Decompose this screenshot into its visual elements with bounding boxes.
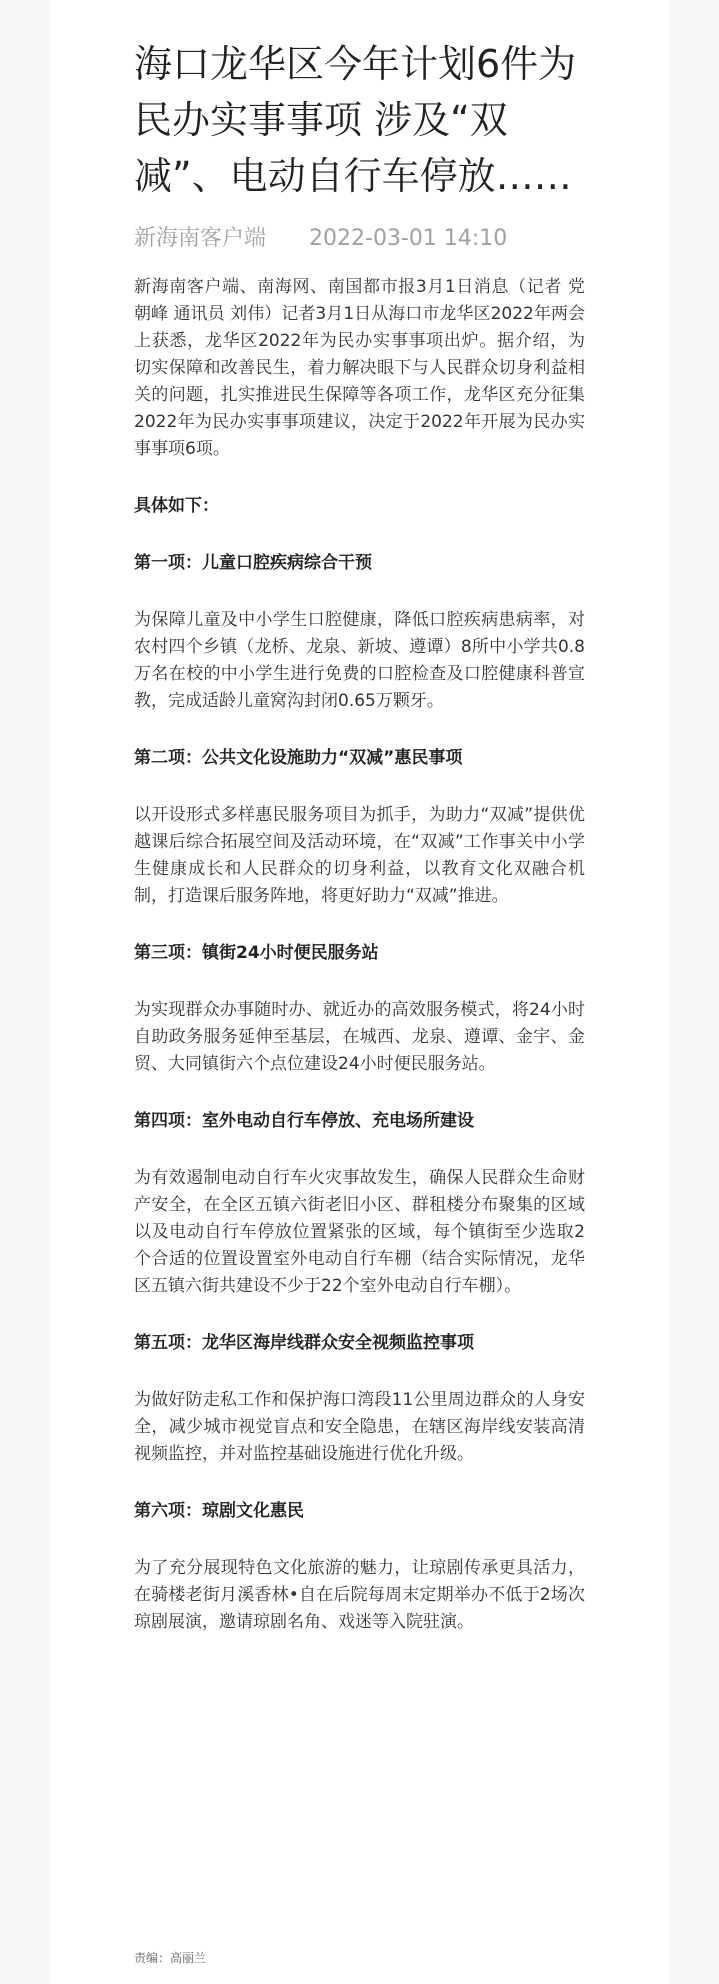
- item-body-5: 为做好防走私工作和保护海口湾段11公里周边群众的人身安全，减少城市视觉盲点和安全隐患，在辖区海岸线安装高清视频监控，并对监控基础设施进行优化升级。: [134, 1390, 585, 1464]
- intro-paragraph: 新海南客户端、南海网、南国都市报3月1日消息（记者 党朝峰 通讯员 刘伟）记者3月1日从海口市龙华区2022年两会上获悉，龙华区2022年为民办实事事项出炉。据介绍，为切实保障和改善民生，着力解决眼下与人民群众切身利益相关的问题，扎实推进民生保障等各项工作，龙华区充分征集2022年为民办实事事项建议，决定于2022年开展为民办实事事项6项。: [134, 277, 585, 459]
- item-heading-6: 第六项：琼剧文化惠民: [134, 1501, 304, 1521]
- item-heading-1: 第一项：儿童口腔疾病综合干预: [134, 553, 372, 573]
- item-heading-5: 第五项：龙华区海岸线群众安全视频监控事项: [134, 1333, 474, 1353]
- item-body-2: 以开设形式多样惠民服务项目为抓手，为助力“双减”提供优越课后综合拓展空间及活动环境，在“双减”工作事关中小学生健康成长和人民群众的切身利益，以教育文化双融合机制，打造课后服务阵地，将更好助力“双减”推进。: [134, 805, 585, 906]
- article-page: [50, 0, 669, 1984]
- item-body-4: 为有效遏制电动自行车火灾事故发生，确保人民群众生命财产安全，在全区五镇六街老旧小区、群租楼分布聚集的区域以及电动自行车停放位置紧张的区域，每个镇街至少选取2个合适的位置设置室外电动自行车棚（结合实际情况，龙华区五镇六街共建设不少于22个室外电动自行车棚）。: [134, 1168, 585, 1296]
- item-heading-3: 第三项：镇街24小时便民服务站: [134, 943, 379, 963]
- item-body-3: 为实现群众办事随时办、就近办的高效服务模式，将24小时自助政务服务延伸至基层，在城西、龙泉、遵谭、金宇、金贸、大同镇街六个点位建设24小时便民服务站。: [134, 1000, 585, 1074]
- item-body-6: 为了充分展现特色文化旅游的魅力，让琼剧传承更具活力，在骑楼老街月溪香林•自在后院每周末定期举办不低于2场次琼剧展演，邀请琼剧名角、戏迷等入院驻演。: [134, 1558, 585, 1632]
- article-body: [134, 274, 585, 1636]
- article-meta: [134, 224, 585, 254]
- article-datetime: 2022-03-01 14:10: [309, 226, 508, 251]
- editor-credit: 责编：高丽兰: [134, 1951, 207, 1965]
- lead-heading: 具体如下：: [134, 496, 219, 516]
- item-heading-4: 第四项：室外电动自行车停放、充电场所建设: [134, 1111, 474, 1131]
- article-source[interactable]: 新海南客户端: [134, 226, 267, 251]
- item-body-1: 为保障儿童及中小学生口腔健康，降低口腔疾病患病率，对农村四个乡镇（龙桥、龙泉、新坡、遵谭）8所中小学共0.8万名在校的中小学生进行免费的口腔检查及口腔健康科普宣教，完成适龄儿童窝沟封闭0.65万颗牙。: [134, 610, 585, 711]
- item-heading-2: 第二项：公共文化设施助力“双减”惠民事项: [134, 748, 463, 768]
- article-title: 海口龙华区今年计划6件为民办实事事项 涉及“双减”、电动自行车停放……: [134, 42, 577, 198]
